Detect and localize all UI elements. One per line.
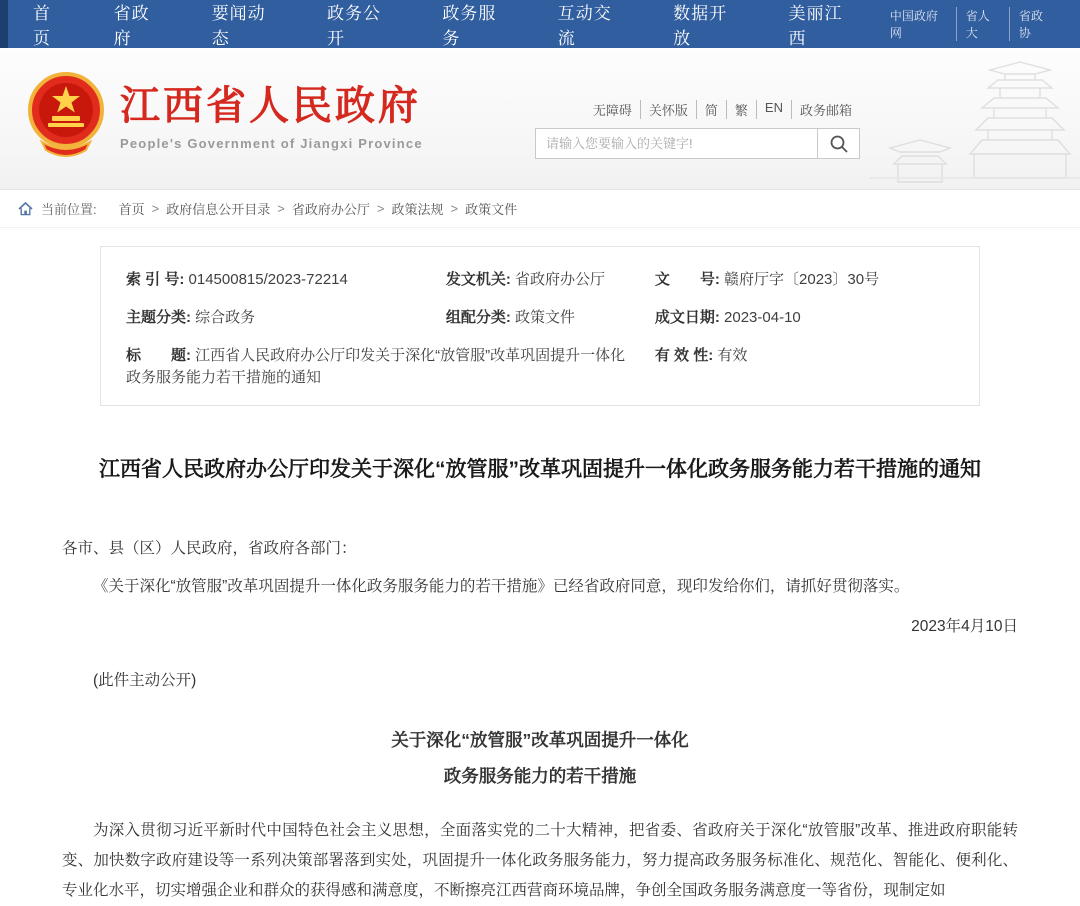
search-button[interactable]: [817, 129, 859, 158]
header-right: [535, 100, 860, 159]
nav-gov-affairs-open[interactable]: 政务公开: [327, 4, 382, 48]
breadcrumb-separator: >: [450, 201, 459, 216]
meta-index-number: [126, 269, 446, 291]
document-body: [0, 448, 1080, 906]
meta-date-label: 成文日期:: [654, 309, 720, 326]
nav-gov-services[interactable]: 政务服务: [442, 4, 497, 48]
crumb-policies-regulations[interactable]: 政策法规: [391, 202, 444, 217]
meta-issue-date: [655, 307, 979, 329]
search-bar: [535, 128, 860, 159]
document-date: 2023年4月10日: [911, 618, 1018, 635]
nav-provincial-gov[interactable]: 省政府: [113, 4, 150, 48]
search-icon: [829, 134, 849, 154]
breadcrumb: [0, 190, 1080, 228]
meta-doc-no-value: 赣府厅字〔2023〕30号: [724, 271, 880, 288]
document-disclosure-note: (此件主动公开): [93, 672, 197, 689]
document-subtitle-line2: 政务服务能力的若干措施: [443, 766, 637, 786]
link-china-gov[interactable]: 中国政府网: [889, 9, 938, 40]
meta-group-value: 政策文件: [515, 309, 576, 326]
meta-topic-label: 主题分类:: [126, 309, 191, 326]
site-header: [0, 48, 1080, 190]
site-title: 江西省人民政府: [120, 83, 421, 128]
nav-home[interactable]: 首页: [33, 4, 51, 48]
crumb-info-directory[interactable]: 政府信息公开目录: [166, 202, 271, 217]
crumb-general-office[interactable]: 省政府办公厅: [291, 202, 370, 217]
document-salutation: 各市、县（区）人民政府，省政府各部门：: [62, 540, 357, 557]
meta-date-value: 2023-04-10: [724, 309, 801, 326]
meta-topic-category: [126, 307, 446, 329]
link-provincial-npc[interactable]: 省人大: [956, 7, 1009, 41]
breadcrumb-separator: >: [151, 201, 160, 216]
document-paragraph-2: 为深入贯彻习近平新时代中国特色社会主义思想，全面落实党的二十大精神，把省委、省政府关于深化“放管服”改革、推进政府职能转变、加快数字政府建设等一系列决策部署落到实处，巩固提升一体化政务服务能力，努力提高政务服务标准化、规范化、智能化、便利化、专业化水平，切实增强企业和群众的获得感和满意度，不断擦亮江西营商环境品牌，争创全国政务服务满意度一等省份，现制定如: [62, 822, 1018, 899]
meta-document-number: [655, 269, 979, 291]
meta-issuer-value: 省政府办公厅: [515, 271, 606, 288]
tengwang-pavilion-sketch: [870, 52, 1080, 188]
meta-title-label: 标 题:: [126, 347, 191, 364]
meta-group-category: [446, 307, 655, 329]
link-provincial-cppcc[interactable]: 省政协: [1009, 7, 1062, 41]
document-paragraph-1: 《关于深化“放管服”改革巩固提升一体化政务服务能力的若干措施》已经省政府同意，现印发给你们，请抓好贯彻落实。: [93, 578, 910, 595]
utility-links: [585, 100, 860, 119]
site-brand: [28, 72, 423, 160]
document-meta-table: [100, 246, 980, 406]
nav-beautiful-jiangxi[interactable]: 美丽江西: [788, 4, 843, 48]
link-english[interactable]: EN: [756, 100, 791, 119]
nav-news[interactable]: 要闻动态: [211, 4, 266, 48]
top-navigation: [0, 0, 1080, 48]
meta-index-value: 014500815/2023-72214: [188, 271, 348, 288]
nav-interaction[interactable]: 互动交流: [557, 4, 612, 48]
meta-group-label: 组配分类:: [445, 309, 511, 326]
meta-index-label: 索 引 号:: [126, 271, 185, 288]
link-accessibility[interactable]: 无障碍: [592, 103, 632, 118]
document-subtitle-line1: 关于深化“放管服”改革巩固提升一体化: [391, 730, 689, 750]
breadcrumb-separator: >: [277, 201, 285, 216]
document-title: 江西省人民政府办公厅印发关于深化“放管服”改革巩固提升一体化政务服务能力若干措施的通知: [99, 458, 981, 481]
breadcrumb-label: 当前位置:: [41, 202, 97, 217]
meta-topic-value: 综合政务: [195, 309, 256, 326]
breadcrumb-separator: >: [376, 201, 385, 216]
crumb-home[interactable]: 首页: [118, 202, 145, 217]
nav-open-data[interactable]: 数据开放: [673, 4, 728, 48]
link-traditional[interactable]: 繁: [726, 100, 756, 119]
meta-title-value: 江西省人民政府办公厅印发关于深化“放管服”改革巩固提升一体化政务服务能力若干措施的通知: [126, 347, 626, 386]
meta-validity: [655, 345, 979, 389]
meta-validity-label: 有 效 性:: [654, 347, 714, 364]
meta-issuing-agency: [446, 269, 655, 291]
national-emblem: [28, 72, 104, 160]
home-icon: [18, 202, 33, 216]
link-gov-mail[interactable]: 政务邮箱: [791, 100, 860, 119]
meta-issuer-label: 发文机关:: [445, 271, 511, 288]
nav-left-edge: [0, 0, 8, 48]
meta-title: [126, 345, 655, 389]
site-title-en: People's Government of Jiangxi Province: [120, 135, 423, 151]
link-care-version[interactable]: 关怀版: [640, 100, 696, 119]
gov-links: [881, 7, 1062, 41]
link-simplified[interactable]: 简: [696, 100, 726, 119]
crumb-policy-documents[interactable]: 政策文件: [465, 202, 518, 217]
meta-validity-value: 有效: [717, 347, 748, 364]
search-input[interactable]: [536, 129, 817, 158]
meta-doc-no-label: 文 号:: [654, 271, 720, 288]
